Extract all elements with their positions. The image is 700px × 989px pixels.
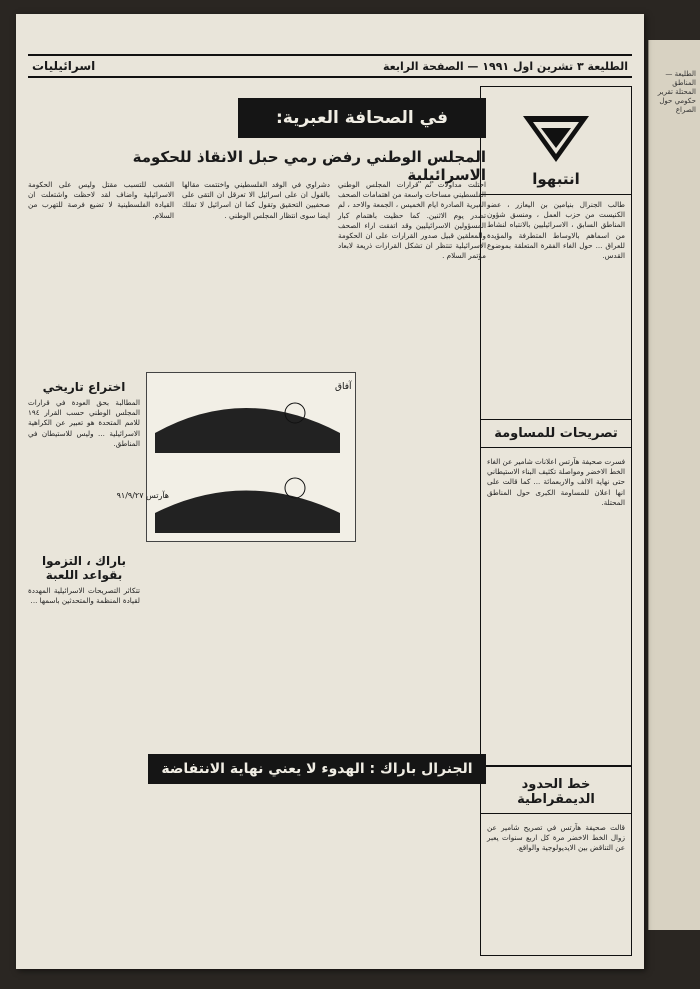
bottom-right-box: [480, 766, 632, 956]
cartoon-label-top: آفاق: [335, 382, 352, 392]
header-issue-info: الطليعة ٣ تشرين اول ١٩٩١ — الصفحة الرابعة: [382, 59, 628, 73]
cartoon: [116, 372, 356, 542]
article-col-1: احتلت مداولات ثم قرارات المجلس الوطني الفلسطيني مساحات واسعة من اهتمامات الصحف العبرية الصادرة ايام الخميس ، الجمعة والاحد ، لم تصدر يوم الاثنين. كما حظيت باهتمام كبار المسؤولين الاسرائيليين وقد اتفقت اراء الصحف والمعلقين قبيل صدور القرارات على ان الحكومة الاسرائيلية تنتظر ان تشكل القرارات ذريعة لابعاد مؤتمر السلام .: [338, 180, 486, 261]
article-col-2: دشراوي في الوفد الفلسطيني واختتمت مقالها بالقول ان على اسرائيل الا تعرقل ان التقى على صحفيين التحقيق وتقول كما ان اسرائيل لا تملك ايضا سوى انتظار المجلس الوطني .: [182, 180, 330, 220]
section-heading-2: خط الحدود الديمقراطية: [481, 771, 631, 814]
article-col-3: الشعب للتسبب مقتل وليس على الحكومة الاسرائيلية واضاف لقد لاحظت واشتعلت ان القيادة الفلسطينية لا تضيع فرصة للتهرب من السلام.: [28, 180, 174, 220]
section-text-2: قالت صحيفة هآرتس في تصريح شامير عن زوال الخط الاخضر مرة كل اربع سنوات يعبر عن التناقض بين الايديولوجية والواقع.: [487, 823, 625, 853]
left-heading: اختراع تاريخي: [42, 380, 126, 394]
right-column-box: [480, 86, 632, 766]
left-column: [28, 374, 140, 754]
section-banner: في الصحافة العبرية:: [238, 98, 486, 138]
cartoon-drawing: [116, 373, 355, 543]
bottom-banner: الجنرال باراك : الهدوء لا يعني نهاية الانتفاضة: [148, 754, 486, 784]
triangle-logo-icon: [521, 114, 591, 164]
adjacent-page-edge: [648, 40, 700, 930]
logo-word: انتبهوا: [532, 170, 580, 188]
section-heading: تصريحات للمساومة: [481, 419, 631, 448]
left-heading-2: باراك ، التزموا بقواعد اللعبة: [42, 554, 126, 582]
section-text: فسرت صحيفة هآرتس اعلانات شامير عن الغاء الخط الاخضر ومواصلة تكثيف البناء الاستيطاني حتى نهاية الالف والاربعمائة ... كما قالت على انها اعلان للمساومة الكبرى حول المناطق المحتلة.: [486, 457, 625, 507]
newspaper-page: [16, 14, 644, 969]
main-headline: المجلس الوطني رفض رمي حبل الانقاذ للحكومة الاسرائيلية: [132, 148, 486, 184]
header-section: اسرائيليات: [32, 59, 96, 73]
page-header: [28, 54, 632, 78]
left-text: المطالبة بحق العودة في قرارات المجلس الوطني حسب القرار ١٩٤ للامم المتحدة هو تعبير عن الكراهية الاسرائيلية ... وليس للاستيطان في المناطق.: [28, 398, 140, 448]
right-intro-text: طالب الجنرال بنيامين بن اليعازر ، عضو الكنيست من حزب العمل ، ومنسق شؤون المناطق السابق ، الاسرائيليين بالانتباه لنشاط من اسماهم بالاوساط المتطرفة والمؤيدة للعراق ... حول الغاء الفقرة المتعلقة بموضوع القدس.: [487, 200, 625, 261]
left-text-2: تتكاثر التصريحات الاسرائيلية المهددة لقيادة المنظمة والمتحدثين باسمها ...: [28, 586, 140, 606]
adjacent-page-text: الطليعة — المناطق المحتلة تقرير حكومي حول الصراع: [657, 70, 696, 114]
logo-area: [481, 87, 631, 195]
cartoon-label-bottom: هآرتس ٩١/٩/٢٧: [116, 491, 169, 500]
